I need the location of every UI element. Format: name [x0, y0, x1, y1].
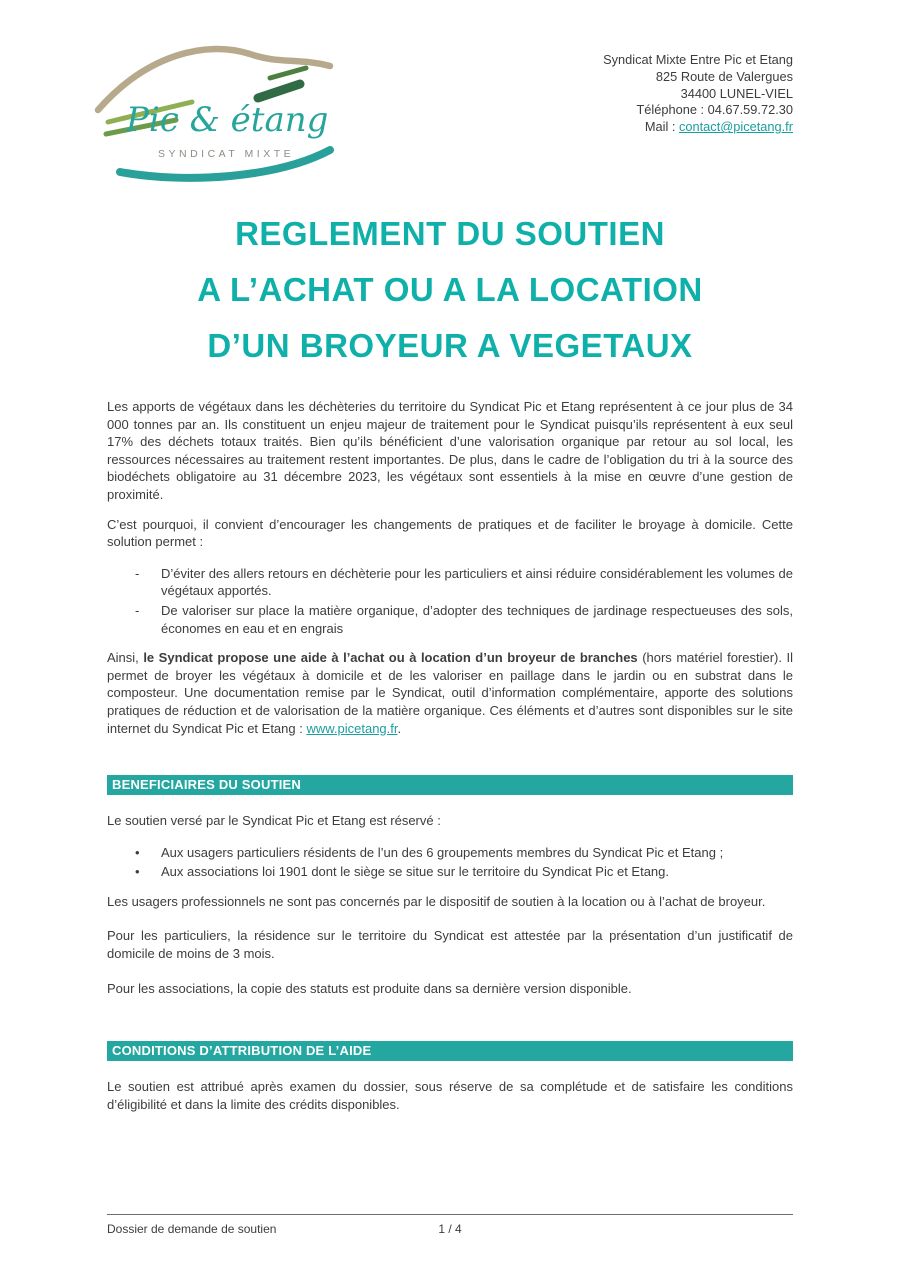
title-line-2: A L’ACHAT OU A LA LOCATION [197, 271, 703, 308]
intro-dash-list [107, 565, 793, 637]
dot-bullet-marker: • [135, 844, 140, 860]
list-item [107, 844, 793, 862]
footer-document-name: Dossier de demande de soutien [107, 1222, 277, 1236]
mail-label: Mail : [644, 119, 679, 135]
list-item [107, 863, 793, 881]
section1-paragraph-4: Pour les associations, la copie des statuts est produite dans sa dernière version disponible. [107, 980, 632, 996]
p3-bold-text: le Syndicat propose une aide à l’achat ou à location d’un broyeur de branches [143, 650, 638, 666]
p3-end: . [397, 720, 402, 736]
p3-rest: (hors matériel forestier). Il permet de broyer les végétaux à domicile et de les valoriser en paillage dans le jardin ou en substrat dans le composteur. Une documentation remise par le Syndicat, outil d’information complémentaire, apporte des solutions pratiques de réduction et de valorisation de la matière organique. Ces éléments et d’autres sont disponibles sur le site internet du Syndicat Pic et Etang : [107, 650, 794, 736]
email-link[interactable]: contact@picetang.fr [678, 119, 793, 135]
page-number: 1 / 4 [438, 1222, 462, 1236]
section1-paragraph-1: Le soutien versé par le Syndicat Pic et Etang est réservé : [107, 813, 441, 829]
dash-bullet-marker: - [135, 602, 140, 618]
dot-bullet-marker: • [135, 864, 140, 880]
document-title [107, 206, 793, 374]
list-item-text: D’éviter des allers retours en déchèterie pour les particuliers et ainsi réduire considérablement les volumes de végétaux apportés. [161, 565, 793, 599]
org-name: Syndicat Mixte Entre Pic et Etang [603, 52, 793, 67]
section-heading-conditions: CONDITIONS D’ATTRIBUTION DE L’AIDE [107, 1041, 793, 1061]
org-address-line2: 34400 LUNEL-VIEL [680, 85, 793, 101]
org-address-line1: 825 Route de Valergues [655, 68, 793, 84]
list-item-text: Aux usagers particuliers résidents de l’un des 6 groupements membres du Syndicat Pic et Etang ; [161, 844, 724, 860]
intro-paragraph-1: Les apports de végétaux dans les déchèteries du territoire du Syndicat Pic et Etang représentent à ce jour plus de 34 000 tonnes par an. Ils constituent un enjeu majeur de traitement pour le Syndicat puisqu’ils représentent à eux seul 17% des déchets totaux traités. Bien qu’ils bénéficient d’une valorisation organique par retour au sol local, les ressources nécessaires au traitement restent importantes. De plus, dans le cadre de l’obligation du tri à la source des biodéchets obligatoire au 31 décembre 2023, les végétaux sont essentiels à la mise en œuvre d’une gestion de proximité. [107, 399, 793, 502]
list-item [107, 565, 793, 600]
document-body [107, 0, 793, 1125]
list-item-text: Aux associations loi 1901 dont le siège se situe sur le territoire du Syndicat Pic et Etang. [161, 864, 670, 880]
section2-paragraph-1: Le soutien est attribué après examen du dossier, sous réserve de sa complétude et de satisfaire les conditions d’éligibilité et dans la limite des crédits disponibles. [107, 1079, 793, 1112]
logo-subtitle: SYNDICAT MIXTE [158, 148, 295, 160]
section-heading-beneficiaires: BENEFICIAIRES DU SOUTIEN [107, 775, 793, 795]
section1-bullet-list [107, 844, 793, 881]
page-footer [107, 1214, 793, 1236]
p3-prefix: Ainsi, [107, 650, 144, 666]
org-phone: Téléphone : 04.67.59.72.30 [636, 102, 793, 118]
title-line-3: D’UN BROYEUR A VEGETAUX [207, 327, 693, 364]
intro-paragraph-2: C’est pourquoi, il convient d’encourager les changements de pratiques et de faciliter le broyage à domicile. Cette solution permet : [107, 516, 793, 550]
intro-paragraph-3 [107, 649, 793, 737]
logo-brand-text: Pic & étang [126, 100, 329, 140]
dash-bullet-marker: - [135, 565, 140, 581]
section1-paragraph-3: Pour les particuliers, la résidence sur le territoire du Syndicat est attestée par la présentation d’un justificatif de domicile de moins de 3 mois. [107, 928, 793, 962]
section1-paragraph-2: Les usagers professionnels ne sont pas concernés par le dispositif de soutien à la location ou à l’achat de broyeur. [107, 893, 766, 909]
website-link[interactable]: www.picetang.fr [306, 720, 398, 736]
title-line-1: REGLEMENT DU SOUTIEN [235, 215, 665, 252]
list-item [107, 602, 793, 637]
list-item-text: De valoriser sur place la matière organique, d’adopter des techniques de jardinage respectueuses des sols, économes en eau et en engrais [161, 602, 793, 636]
